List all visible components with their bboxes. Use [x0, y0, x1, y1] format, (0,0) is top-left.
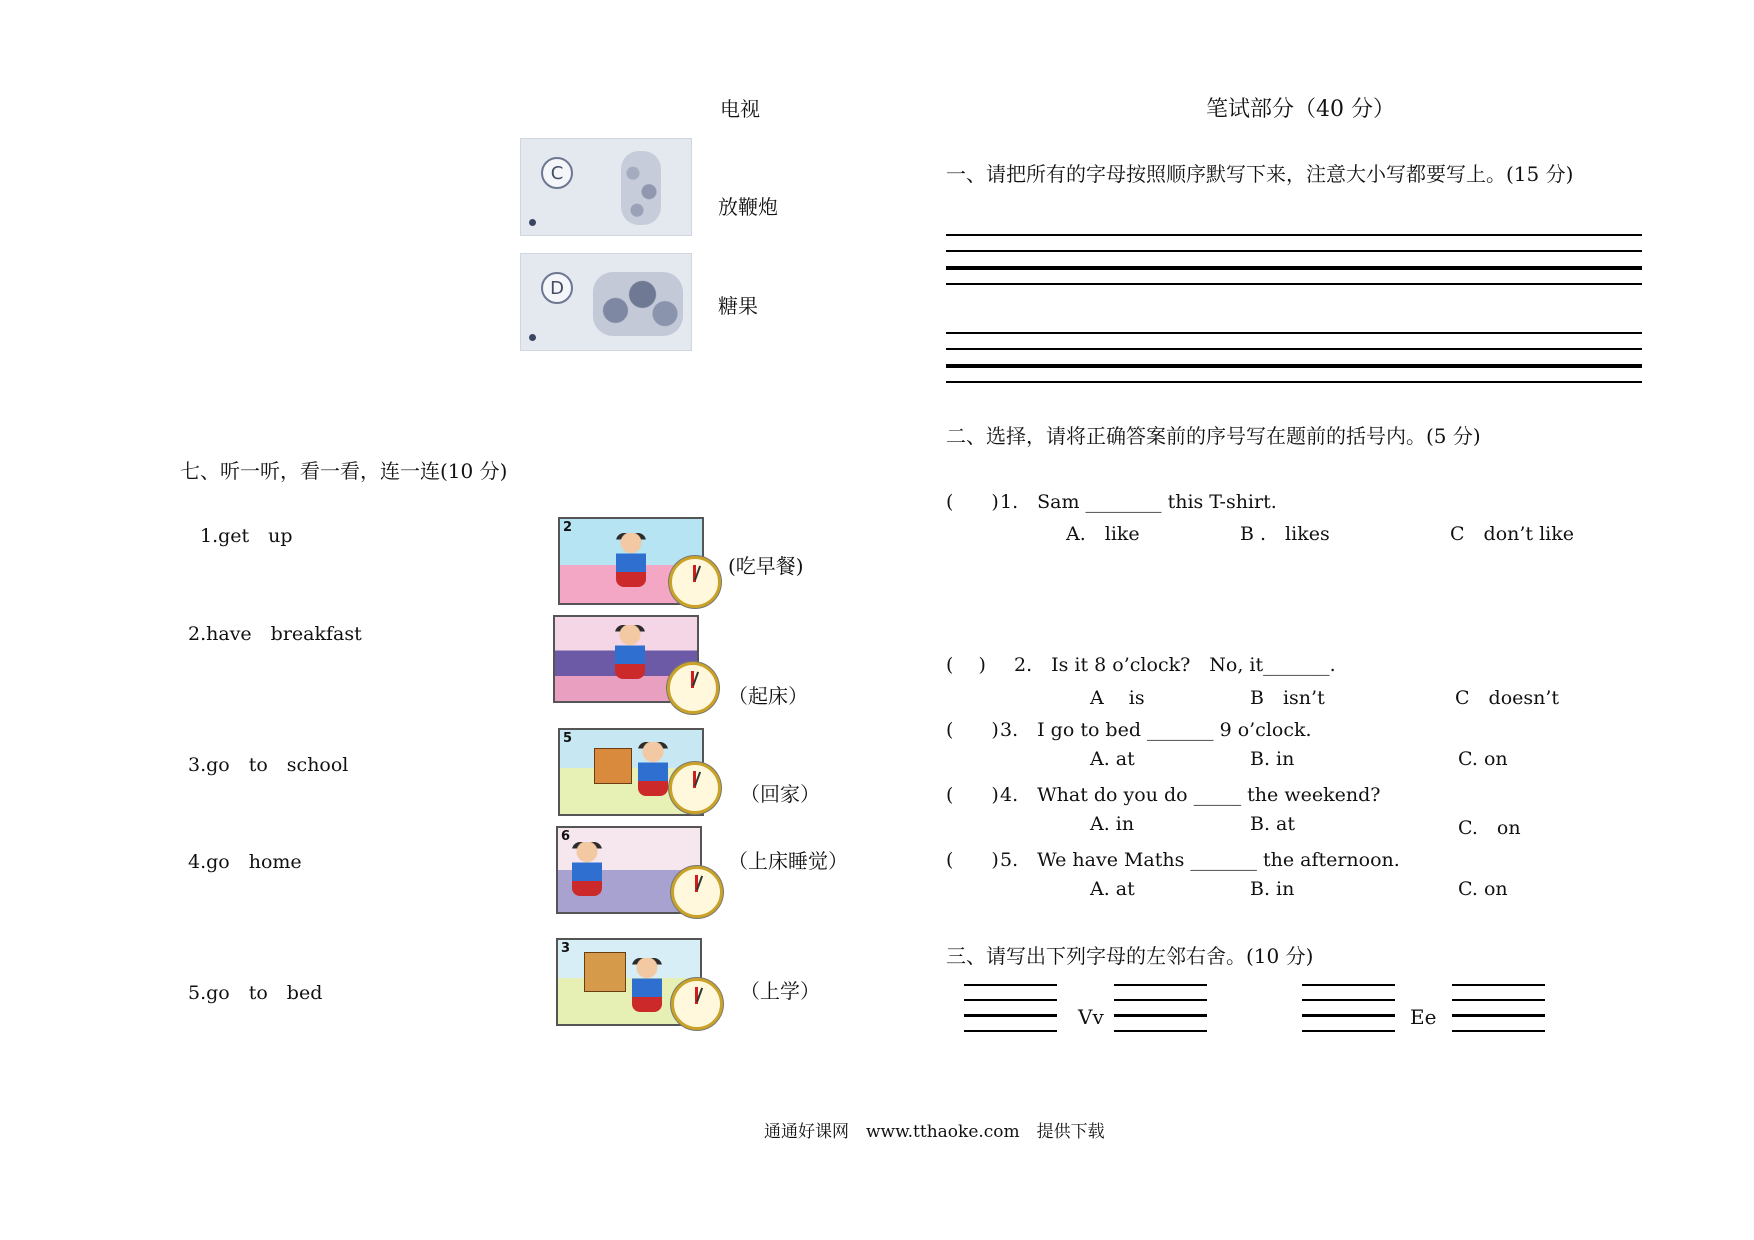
q3-option-b: B. in: [1250, 748, 1295, 770]
phrase-5: 5.go to bed: [188, 982, 323, 1004]
q4-option-b: B. at: [1250, 813, 1296, 835]
house-icon: [594, 748, 632, 784]
answer-bracket-2[interactable]: ( ): [946, 654, 986, 676]
question-5-stem: 5. We have Maths _______ the afternoon.: [1000, 849, 1400, 871]
answer-bracket-1[interactable]: ( ): [946, 491, 999, 513]
q5-option-c: C. on: [1458, 878, 1508, 900]
letter-ee: Ee: [1410, 1005, 1437, 1029]
clock-icon: [671, 978, 723, 1030]
clock-icon: [671, 866, 723, 918]
letter-vv: Vv: [1078, 1005, 1104, 1029]
panel-number: 5: [563, 731, 573, 746]
q2-option-c: C doesn’t: [1455, 687, 1560, 709]
candy-icon: [593, 272, 683, 336]
q2-option-b: B isn’t: [1250, 687, 1325, 709]
clock-icon: [669, 762, 721, 814]
firecracker-sticker: [520, 138, 692, 236]
caption-go-home: （回家）: [740, 782, 820, 806]
question-1-stem: 1. Sam ________ this T-shirt.: [1000, 491, 1277, 513]
section2-title: 二、选择，请将正确答案前的序号写在题前的括号内。(5 分): [946, 424, 1481, 448]
q3-option-a: A. at: [1090, 748, 1135, 770]
phrase-4: 4.go home: [188, 851, 302, 873]
kid-icon: [615, 625, 645, 679]
clock-icon: [667, 662, 719, 714]
q1-option-a: A. like: [1066, 523, 1140, 545]
item-label-candy: 糖果: [718, 294, 758, 318]
question-4-stem: 4. What do you do _____ the weekend?: [1000, 784, 1381, 806]
school-building-icon: [584, 952, 626, 992]
q3-option-c: C. on: [1458, 748, 1508, 770]
q4-option-a: A. in: [1090, 813, 1135, 835]
caption-get-up: （起床）: [728, 684, 808, 708]
section3-title: 三、请写出下列字母的左邻右舍。(10 分): [946, 944, 1314, 968]
kid-icon: [616, 533, 646, 587]
question-3-stem: 3. I go to bed _______ 9 o’clock.: [1000, 719, 1312, 741]
section7-title: 七、听一听，看一看，连一连(10 分): [180, 459, 508, 483]
phrase-1: 1.get up: [200, 525, 293, 547]
dot-icon: [529, 334, 536, 341]
q5-option-b: B. in: [1250, 878, 1295, 900]
q5-option-a: A. at: [1090, 878, 1135, 900]
caption-go-to-school: （上学）: [740, 979, 820, 1003]
panel-number: 6: [561, 829, 571, 844]
kid-icon: [572, 842, 602, 896]
item-label-tv: 电视: [720, 97, 760, 121]
caption-go-to-bed: （上床睡觉）: [728, 849, 848, 873]
q2-option-a: A is: [1090, 687, 1145, 709]
phrase-3: 3.go to school: [188, 754, 349, 776]
panel-number: 2: [563, 520, 573, 535]
dot-icon: [529, 219, 536, 226]
kid-icon: [638, 742, 668, 796]
q4-option-c: C. on: [1458, 817, 1521, 839]
q1-option-c: C don’t like: [1450, 523, 1575, 545]
phrase-2: 2.have breakfast: [188, 623, 362, 645]
firecracker-icon: [621, 151, 661, 225]
q1-option-b: B . likes: [1240, 523, 1330, 545]
clock-icon: [669, 556, 721, 608]
kid-icon: [632, 958, 662, 1012]
written-part-heading: 笔试部分（40 分）: [1206, 97, 1395, 122]
section1-title: 一、请把所有的字母按照顺序默写下来，注意大小写都要写上。(15 分): [946, 162, 1574, 186]
answer-bracket-3[interactable]: ( ): [946, 719, 999, 741]
answer-bracket-5[interactable]: ( ): [946, 849, 999, 871]
badge-letter-d: D: [541, 272, 573, 304]
candy-sticker: [520, 253, 692, 351]
item-label-firecracker: 放鞭炮: [718, 195, 778, 219]
answer-bracket-4[interactable]: ( ): [946, 784, 999, 806]
badge-letter-c: C: [541, 157, 573, 189]
question-2-stem: 2. Is it 8 o’clock? No, it_______.: [1014, 654, 1336, 676]
footer-source: 通通好课网 www.tthaoke.com 提供下载: [764, 1122, 1105, 1142]
caption-have-breakfast: (吃早餐): [728, 554, 804, 578]
panel-number: 3: [561, 941, 571, 956]
